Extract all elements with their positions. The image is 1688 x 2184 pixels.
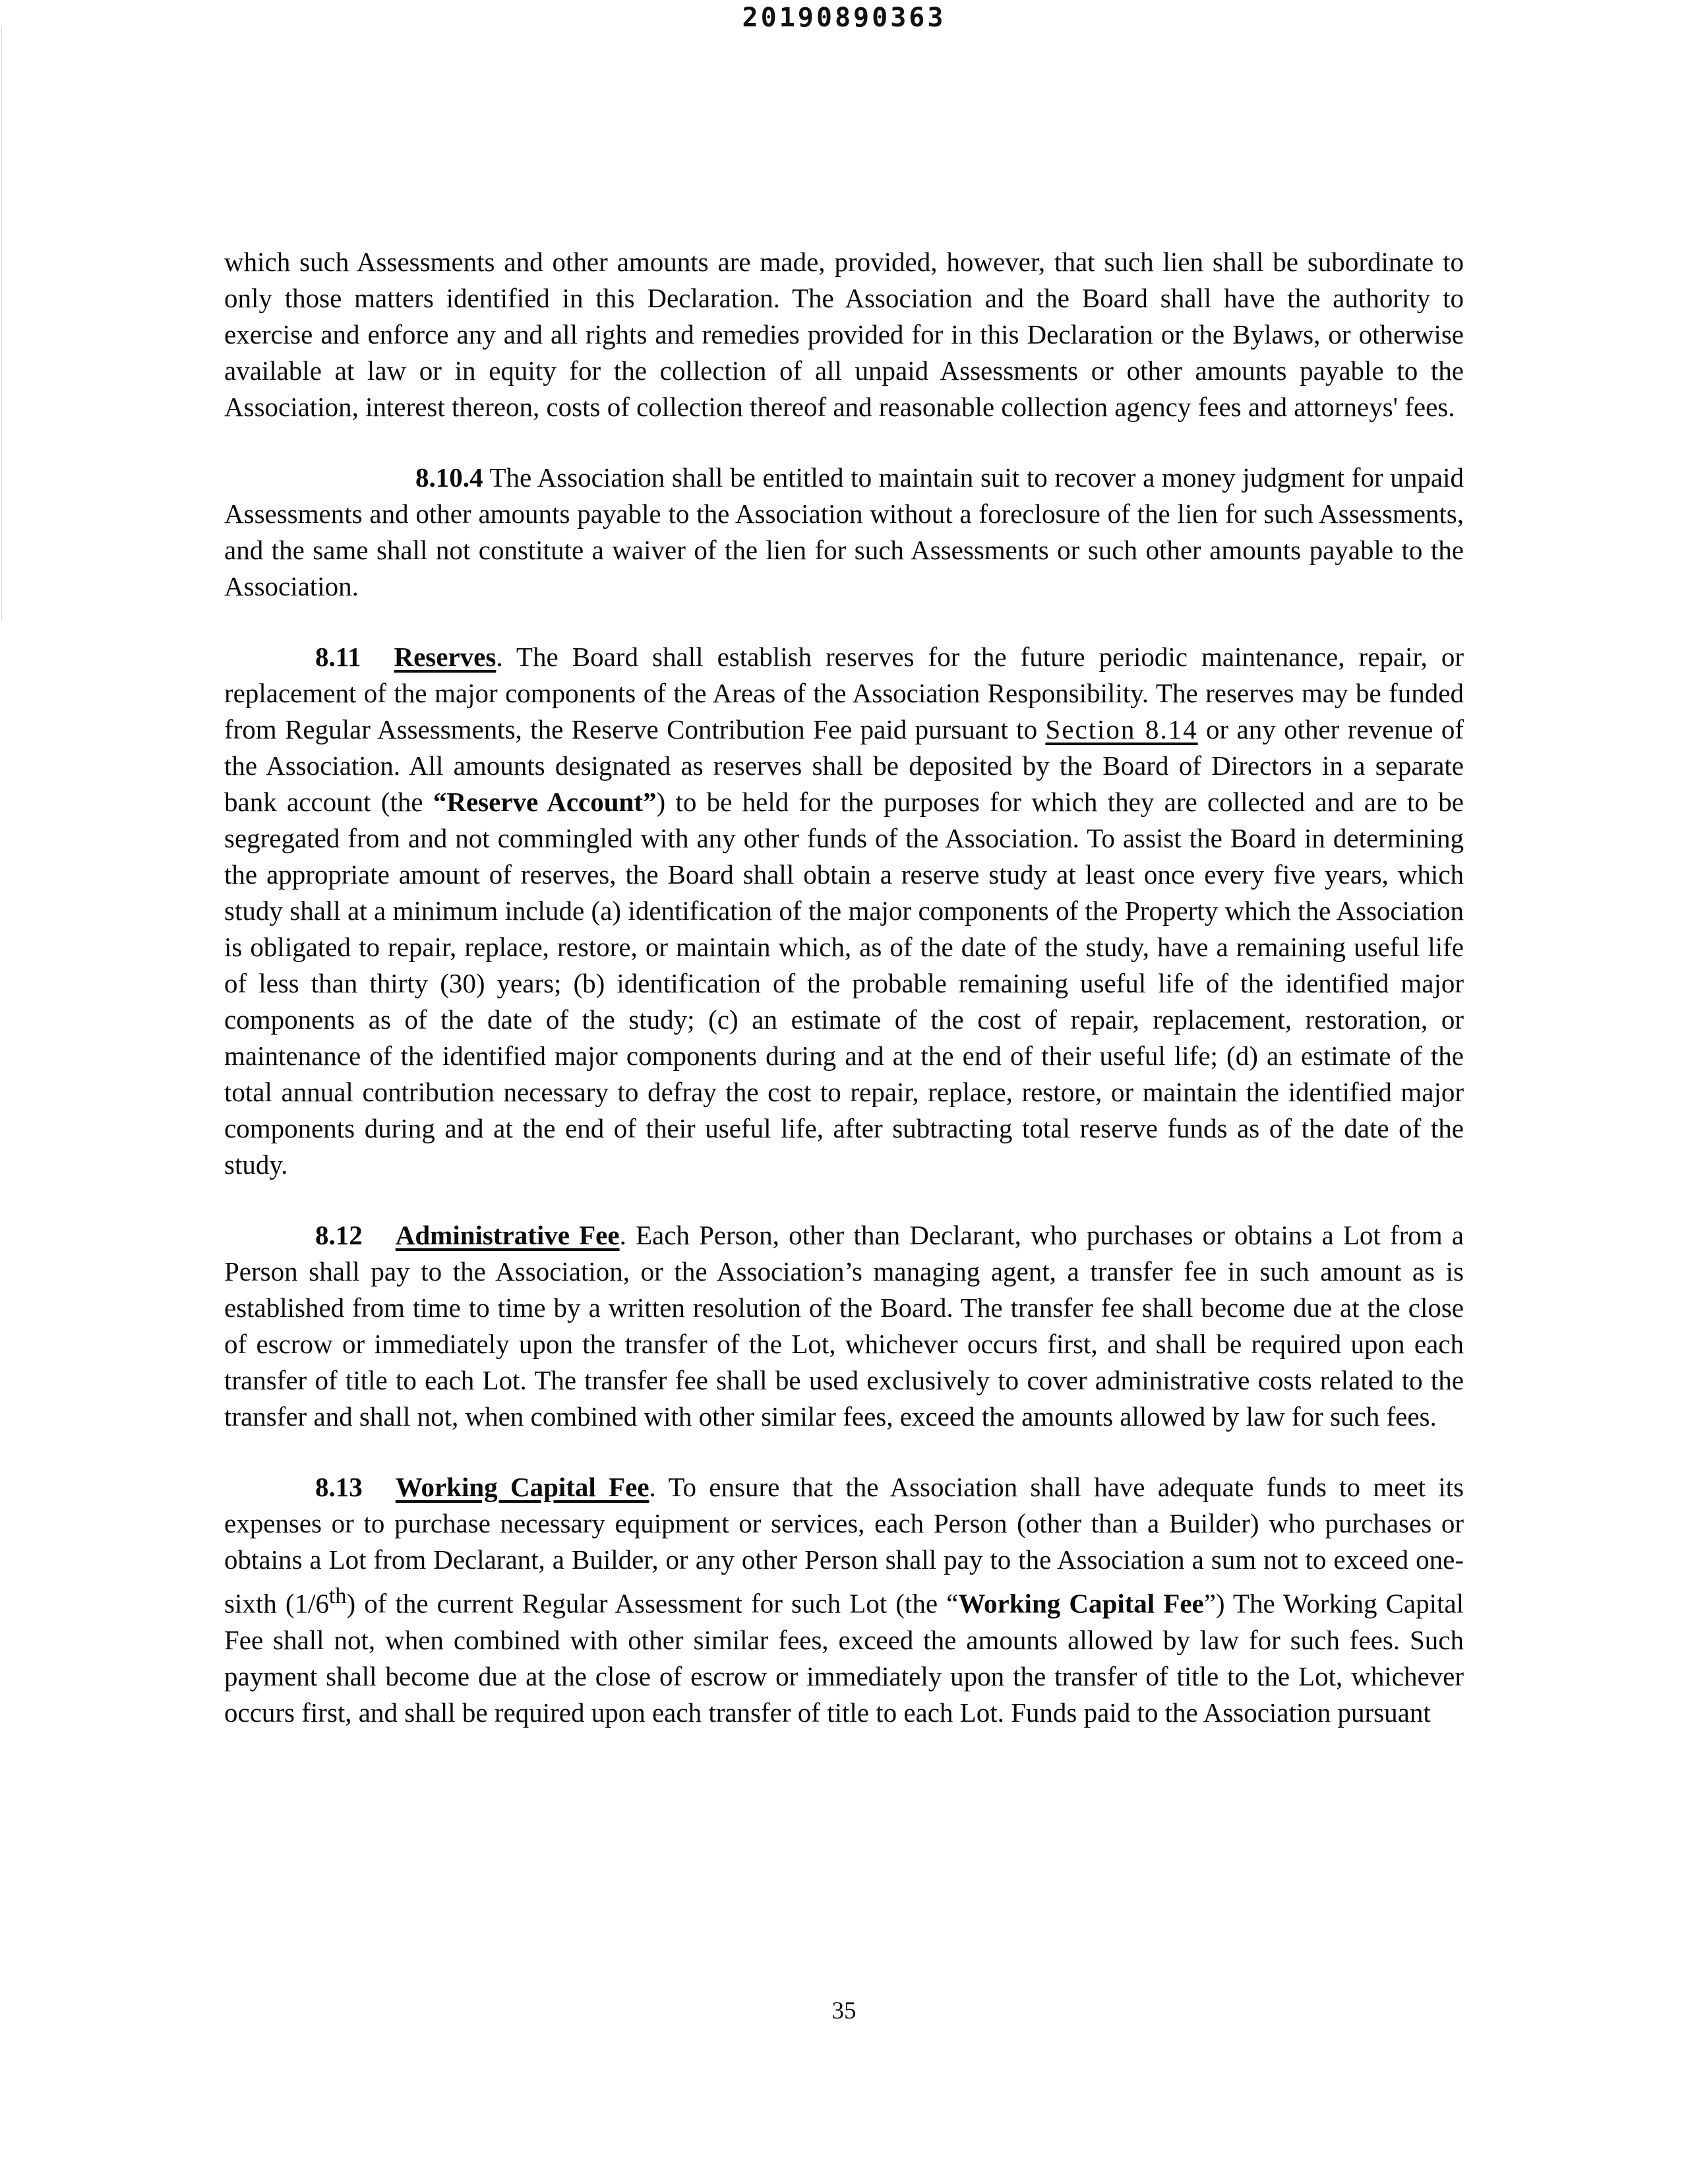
section-heading: Reserves — [394, 642, 497, 672]
section-number: 8.12 — [315, 1220, 363, 1250]
section-text: . The Board shall establish reserves for the future periodic maintenance, repair, or replacement of the major components of the Areas of the Association Responsibility. The reserves may be funded from Regular Assessments, the Reserve Contribution Fee paid pursuant to — [224, 642, 1464, 744]
defined-term: “Reserve Account” — [433, 787, 657, 817]
section-heading: Working Capital Fee — [395, 1472, 649, 1502]
scan-edge-line — [1, 26, 2, 620]
section-8-12 — [224, 1217, 1464, 1435]
cross-reference-link[interactable]: Section 8.14 — [1045, 714, 1198, 744]
continuation-paragraph: which such Assessments and other amounts are made, provided, however, that such lien shall be subordinate to only those matters identified in this Declaration. The Association and the Board shall have the authority to exercise and enforce any and all rights and remedies provided for in this Declaration or the Bylaws, or otherwise available at law or in equity for the collection of all unpaid Assessments or other amounts payable to the Association, interest thereon, costs of collection thereof and reasonable collection agency fees and attorneys' fees. — [224, 247, 1464, 422]
document-body — [224, 244, 1464, 1765]
section-8-13 — [224, 1469, 1464, 1731]
defined-term: Working Capital Fee — [958, 1588, 1204, 1619]
section-text: ) to be held for the purposes for which they are collected and are to be segregated from and not commingled with any other funds of the Association. To assist the Board in determining the appropriate amount of reserves, the Board shall obtain a reserve study at least once every five years, which study shall at a minimum include (a) identification of the major components of the Property which the Association is obligated to repair, replace, restore, or maintain which, as of the date of the study, have a remaining useful life of less than thirty (30) years; (b) identification of the probable remaining useful life of the identified major components as of the date of the study; (c) an estimate of the cost of repair, replacement, restoration, or maintenance of the identified major components during and at the end of their useful life; (d) an estimate of the total annual contribution necessary to defray the cost to repair, replace, restore, or maintain the identified major components during and at the end of their useful life, after subtracting total reserve funds as of the date of the study. — [224, 787, 1464, 1180]
page-number: 35 — [831, 1997, 857, 2024]
section-text: The Association shall be entitled to maintain suit to recover a money judgment for unpaid Assessments and other amounts payable to the Association without a foreclosure of the lien for such Assessments, and the same shall not constitute a waiver of the lien for such Assessments or such other amounts payable to the Association. — [224, 462, 1464, 601]
section-heading: Administrative Fee — [395, 1220, 620, 1250]
section-text: ) of the current Regular Assessment for such Lot (the “ — [346, 1588, 959, 1619]
section-number: 8.11 — [315, 642, 361, 672]
section-text: . Each Person, other than Declarant, who purchases or obtains a Lot from a Person shall pay to the Association, or the Association’s managing agent, a transfer fee in such amount as is established from time to time by a written resolution of the Board. The transfer fee shall become due at the close of escrow or immediately upon the transfer of the Lot, whichever occurs first, and shall be required upon each transfer of title to each Lot. The transfer fee shall be used exclusively to cover administrative costs related to the transfer and shall not, when combined with other similar fees, exceed the amounts allowed by law for such fees. — [224, 1220, 1464, 1432]
section-number: 8.10.4 — [415, 462, 483, 493]
section-8-10-4 — [224, 460, 1464, 605]
section-number: 8.13 — [315, 1472, 363, 1502]
section-text: or any other revenue of the Association. All amounts designated as reserves shall be deposited by the Board of Directors in a separate bank account (the — [224, 714, 1464, 817]
recording-number: 20190890363 — [742, 3, 946, 33]
section-8-11 — [224, 639, 1464, 1183]
section-text: ”) The Working Capital Fee shall not, when combined with other similar fees, exceed the amounts allowed by law for such fees. Such payment shall become due at the close of escrow or immediately upon the transfer of title to the Lot, whichever occurs first, and shall be required upon each transfer of title to each Lot. Funds paid to the Association pursuant — [224, 1588, 1464, 1728]
superscript: th — [328, 1584, 347, 1608]
section-text: . To ensure that the Association shall have adequate funds to meet its expenses or to purchase necessary equipment or services, each Person (other than a Builder) who purchases or obtains a Lot from Declarant, a Builder, or any other Person shall pay to the Association a sum not to exceed one-sixth (1/6 — [224, 1472, 1464, 1619]
